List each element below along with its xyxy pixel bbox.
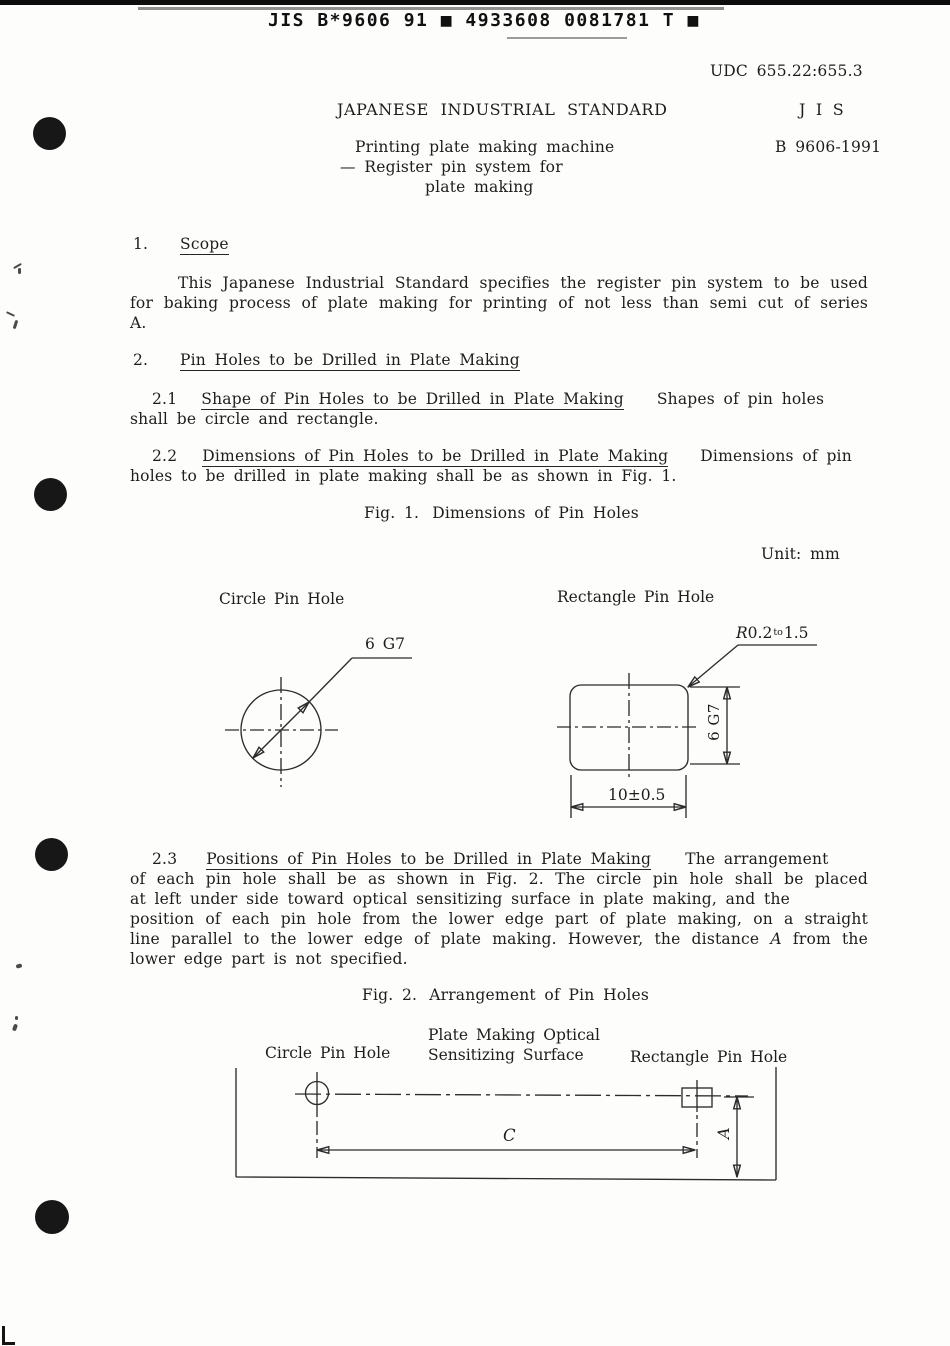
section23-heading-text: Positions of Pin Holes to be Drilled in Plate Making [206, 850, 652, 868]
radius-to-word: to [773, 626, 783, 638]
section21-first-line [130, 389, 824, 409]
scan-artifact [13, 320, 19, 329]
fig1-rectangle-diagram [550, 620, 840, 830]
udc-number: UDC 655.22:655.3 [710, 62, 863, 80]
fig2-surface-label-line1: Plate Making Optical [428, 1026, 600, 1044]
plate-bottom-edge [236, 1177, 776, 1180]
section23-body-line [130, 929, 868, 949]
standard-label: JAPANESE INDUSTRIAL STANDARD [337, 100, 668, 119]
punch-hole-dot [34, 478, 67, 511]
fig2-dimension-a: A [714, 1126, 733, 1140]
fig1-circle-label: Circle Pin Hole [219, 590, 345, 608]
section21-heading-text: Shape of Pin Holes to be Drilled in Plate Making [201, 390, 624, 408]
fig2-caption-number: Fig. 2. [362, 986, 418, 1004]
section1-paragraph-line: for baking process of plate making for printing of not less than semi cut of series [130, 294, 868, 312]
fig2-rect-label: Rectangle Pin Hole [630, 1048, 788, 1066]
radius-to-value: 1.5 [783, 624, 809, 642]
section23-body-text: The arrangement [685, 850, 829, 868]
section21-number: 2.1 [152, 390, 178, 408]
section23-body-line: at left under side toward optical sensitizing surface in plate making, and the [130, 890, 791, 908]
scan-artifact [16, 963, 23, 968]
fig2-caption-text: Arrangement of Pin Holes [429, 986, 650, 1004]
section22-number: 2.2 [152, 447, 178, 465]
section23-first-line [130, 849, 829, 869]
fig1-rect-label: Rectangle Pin Hole [557, 588, 715, 606]
section1-heading [180, 234, 229, 254]
radius-leader-arrow [688, 645, 738, 687]
scan-artifact [6, 311, 15, 317]
fig1-caption [364, 503, 639, 523]
scan-corner-mark [2, 1326, 15, 1345]
section2-number: 2. [133, 351, 149, 369]
leader-line [309, 658, 352, 702]
doc-title-line2: — Register pin system for [340, 158, 563, 176]
scan-artifact [12, 1024, 18, 1032]
fig2-surface-label-line2: Sensitizing Surface [428, 1046, 584, 1064]
section21-body-text: Shapes of pin holes [656, 390, 825, 408]
radius-from: 0.2 [747, 624, 773, 642]
section2-heading [180, 350, 520, 370]
centerline-horizontal [295, 1094, 748, 1096]
radius-symbol: R [736, 624, 748, 642]
fig1-caption-text: Dimensions of Pin Holes [432, 504, 639, 522]
scan-artifact [15, 1016, 18, 1020]
fig2-dimension-c: C [503, 1126, 516, 1145]
doc-title-line3: plate making [425, 178, 534, 196]
punch-hole-dot [35, 1200, 69, 1234]
fig1-caption-number: Fig. 1. [364, 504, 420, 522]
scan-code-line: JIS B*9606 91 ■ 4933608 0081781 T ■ [268, 10, 700, 31]
section22-first-line [130, 446, 852, 466]
section23-body-line: position of each pin hole from the lower edge part of plate making, on a straight [130, 910, 868, 928]
fig1-rect-height-dimension: 6 G7 [705, 703, 723, 741]
punch-hole-dot [35, 838, 68, 871]
section23-body-line: of each pin hole shall be as shown in Fig. 2. The circle pin hole shall be placed [130, 870, 868, 888]
fig1-radius-dimension [736, 624, 809, 642]
section1-paragraph-line: A. [130, 314, 147, 332]
section1-heading-text: Scope [180, 235, 229, 253]
section21-body-line: shall be circle and rectangle. [130, 410, 379, 428]
fig2-arrangement-diagram [225, 1020, 788, 1190]
fig2-caption [362, 985, 649, 1005]
section1-number: 1. [133, 235, 149, 253]
doc-title-line1: Printing plate making machine [355, 138, 615, 156]
punch-hole-dot [33, 117, 66, 150]
fig2-circle-label: Circle Pin Hole [265, 1044, 391, 1062]
unit-note: Unit: mm [761, 545, 840, 563]
fig1-circle-diagram [220, 630, 430, 810]
section23-line5-text: line parallel to the lower edge of plate making. However, the distance [130, 930, 771, 948]
section2-heading-text: Pin Holes to be Drilled in Plate Making [180, 351, 520, 369]
scan-top-bar [0, 0, 950, 5]
section1-paragraph-line: This Japanese Industrial Standard specifies the register pin system to be used [178, 274, 868, 292]
section23-body-line: lower edge part is not specified. [130, 950, 408, 968]
section22-body-line: holes to be drilled in plate making shall be as shown in Fig. 1. [130, 467, 677, 485]
section22-heading-text: Dimensions of Pin Holes to be Drilled in Plate Making [202, 447, 669, 465]
section23-line5-text: from the [781, 930, 868, 948]
jis-label: J I S [799, 100, 844, 119]
scan-code-underline [507, 37, 627, 39]
fig1-circle-dimension: 6 G7 [365, 635, 406, 653]
scan-artifact [18, 268, 21, 274]
fig1-rect-width-dimension: 10±0.5 [608, 786, 666, 804]
section23-number: 2.3 [152, 850, 178, 868]
doc-number: B 9606-1991 [775, 138, 882, 156]
section22-body-text: Dimensions of pin [700, 447, 852, 465]
distance-a-symbol: A [770, 930, 782, 948]
